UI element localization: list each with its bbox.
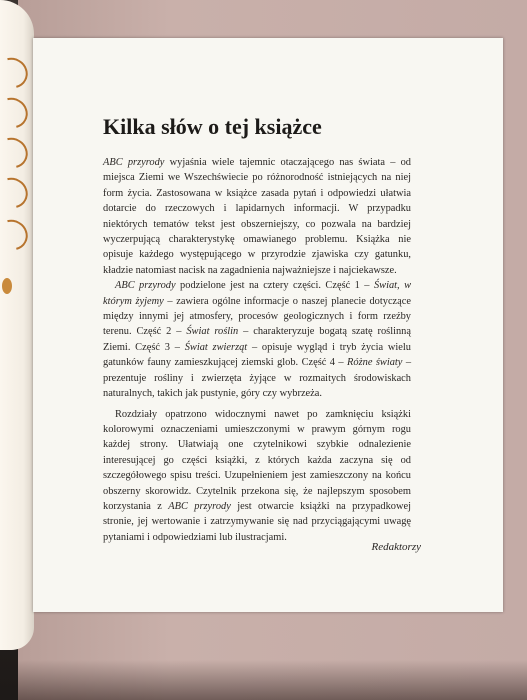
text-run: – charakteryzuje bogatą szatę roślinną Ziemi. Część 3 – bbox=[103, 326, 411, 353]
ornament-swirl-icon bbox=[0, 132, 33, 174]
text-run: – opisuje wygląd i tryb życia wielu gatunków fauny zamieszkującej ziemski glob. Część 4 – bbox=[103, 341, 411, 369]
text-run: – prezentuje rośliny i zwierzęta żyjące w rozmaitych środowiskach naturalnych, takich jak pustynie, góry czy wybrzeża. bbox=[103, 357, 412, 400]
text-run: podzielone jest na cztery części. Część 1 – bbox=[175, 280, 374, 292]
signature: Redaktorzy bbox=[371, 541, 421, 553]
italic-text-run: ABC przyrody bbox=[115, 280, 176, 292]
page-body bbox=[103, 155, 411, 545]
paragraph bbox=[103, 407, 411, 546]
italic-text-run: ABC przyrody bbox=[168, 500, 231, 512]
italic-text-run: ABC przyrody bbox=[103, 157, 165, 168]
ornament-dot-icon bbox=[2, 278, 12, 294]
italic-text-run: Świat zwierząt bbox=[184, 341, 248, 353]
ornament-swirl-icon bbox=[0, 92, 33, 134]
text-run: jest otwarcie książki na przypadkowej stronie, jej wertowanie i zatrzymywanie się nad przyciągającymi uwagę pytaniami i odpowiedziami lub ilustracjami. bbox=[103, 500, 411, 543]
adjacent-page-edge bbox=[0, 0, 34, 650]
book-page bbox=[33, 38, 503, 612]
paragraph bbox=[103, 155, 411, 278]
italic-text-run: Różne światy bbox=[347, 357, 403, 369]
italic-text-run: Świat roślin bbox=[186, 326, 239, 338]
text-run: Rozdziały opatrzono widocznymi nawet po zamknięciu książki kolorowymi oznaczeniami umieszczonymi w prawym górnym rogu każdej strony. Ułatwiają one czytelnikowi szybkie odnalezienie interesującej go części książki, z których każda zaczyna się od szczegółowego spisu treści. Uzupełnieniem jest zamieszczony na końcu obszerny skorowidz. Czytelnik przekona się, że najlepszym sposobem korzystania z bbox=[103, 408, 411, 512]
paragraph bbox=[103, 278, 411, 401]
ornament-swirl-icon bbox=[0, 172, 33, 214]
text-run: – zawiera ogólne informacje o naszej planecie dotyczące między innymi jej atmosfery, procesów geologicznych i form rzeźby terenu. Część 2 – bbox=[103, 295, 412, 338]
ornament-swirl-icon bbox=[0, 52, 33, 94]
page-title: Kilka słów o tej książce bbox=[103, 114, 322, 139]
ornament-swirl-icon bbox=[0, 214, 33, 256]
italic-text-run: Świat, w którym żyjemy bbox=[103, 280, 411, 307]
text-run: wyjaśnia wiele tajemnic otaczającego nas świata – od miejsca Ziemi we Wszechświecie po różnorodność istniejących na niej form życia. Zastosowana w książce zasada pytań i odpowiedzi ułatwia dotarcie do rzeczowych i lapidarnych informacji. W przypadku niektórych tematów tekst jest obszerniejszy, co pozwala na bardziej wyczerpującą charakterystykę omawianego problemu. Książka nie opisuje każdego występującego w przyrodzie zjawiska czy gatunku, kładzie natomiast nacisk na zagadnienia najważniejsze i najciekawsze. bbox=[103, 157, 411, 276]
cover-shadow bbox=[18, 660, 527, 700]
